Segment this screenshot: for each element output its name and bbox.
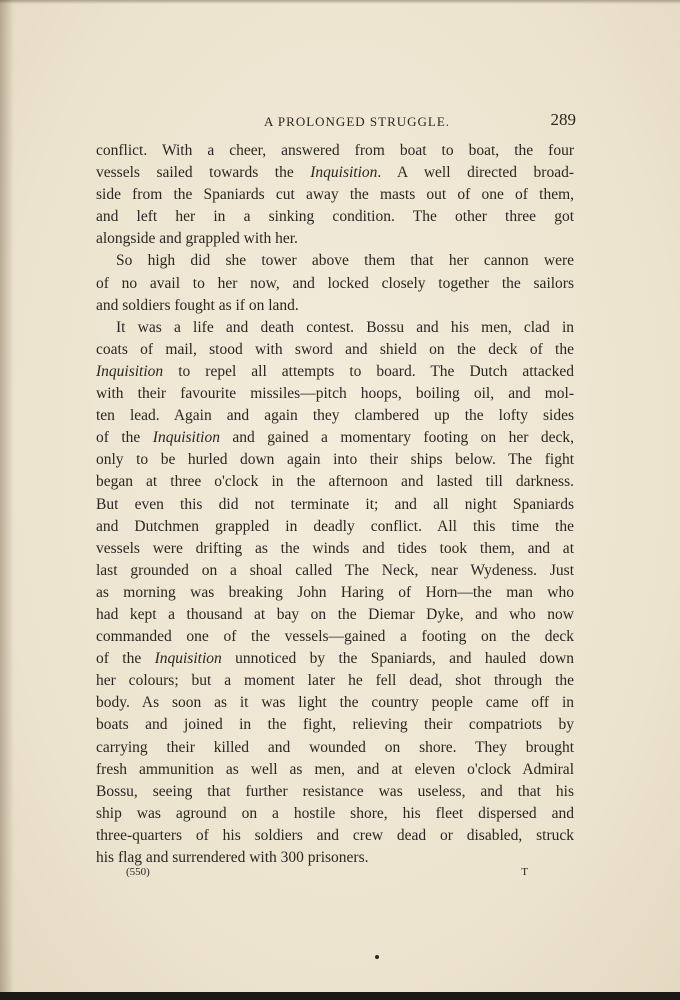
- text-line: boats and joined in the fight, relieving their compatriots by: [96, 716, 574, 734]
- text-line: conflict. With a cheer, answered from boat to boat, the four: [96, 142, 574, 159]
- text-line: carrying their killed and wounded on shore. They brought: [96, 738, 574, 756]
- ship-name: Inquisition: [152, 429, 220, 447]
- text-line: as morning was breaking John Haring of Horn—the man who: [96, 583, 574, 601]
- page-number: 289: [550, 110, 576, 129]
- page-top-edge: [0, 0, 680, 4]
- text-line: with their favourite missiles—pitch hoops, boiling oil, and mol-: [96, 385, 574, 403]
- running-head: [96, 110, 578, 134]
- text-line: last grounded on a shoal called The Neck, near Wydeness. Just: [96, 561, 574, 579]
- body-text: [96, 140, 574, 869]
- text-line: and Dutchmen grappled in deadly conflict. All this time the: [96, 517, 574, 535]
- page-footer: [126, 866, 530, 884]
- text-line: began at three o'clock in the afternoon and lasted till darkness.: [96, 473, 574, 491]
- text-line: Inquisition to repel all attempts to board. The Dutch attacked: [96, 362, 574, 380]
- text-line: But even this did not terminate it; and all night Spaniards: [96, 495, 574, 513]
- text-line: and soldiers fought as if on land.: [96, 296, 299, 314]
- text-line: ship was aground on a hostile shore, his fleet dispersed and: [96, 804, 574, 822]
- text-line: had kept a thousand at bay on the Diemar Dyke, and who now: [96, 605, 574, 623]
- text-line: of the Inquisition and gained a momentary footing on her deck,: [96, 429, 574, 447]
- text-line: three-quarters of his soldiers and crew dead or disabled, struck: [96, 826, 574, 844]
- text-line: commanded one of the vessels—gained a footing on the deck: [96, 628, 574, 646]
- ship-name: Inquisition: [310, 164, 378, 182]
- text-line: of the Inquisition unnoticed by the Spaniards, and hauled down: [96, 650, 574, 668]
- text-line: ten lead. Again and again they clambered up the lofty sides: [96, 407, 574, 425]
- text-line: fresh ammunition as well as men, and at eleven o'clock Admiral: [96, 760, 574, 778]
- text-line: only to be hurled down again into their ships below. The fight: [96, 451, 574, 469]
- ship-name: Inquisition: [154, 650, 222, 668]
- printer-signature-mark: T: [521, 866, 528, 878]
- text-line: his flag and surrendered with 300 prisoners.: [96, 849, 369, 866]
- binding-shadow: [0, 0, 14, 992]
- text-line: So high did she tower above them that her cannon were: [116, 252, 574, 270]
- text-line: alongside and grappled with her.: [96, 230, 298, 248]
- ship-name: Inquisition: [96, 362, 164, 380]
- running-title: A PROLONGED STRUGGLE.: [264, 114, 451, 129]
- ink-speck: [375, 955, 379, 959]
- text-line: coats of mail, stood with sword and shield on the deck of the: [96, 340, 574, 358]
- text-line: of no avail to her now, and locked closely together the sailors: [96, 274, 574, 292]
- text-line: her colours; but a moment later he fell dead, shot through the: [96, 672, 574, 690]
- printer-signature-code: (550): [126, 866, 150, 878]
- text-line: body. As soon as it was light the country people came off in: [96, 694, 574, 712]
- text-line: vessels were drifting as the winds and tides took them, and at: [96, 539, 574, 557]
- text-line: It was a life and death contest. Bossu and his men, clad in: [116, 318, 574, 336]
- text-line: vessels sailed towards the Inquisition. A well directed broad-: [96, 164, 574, 182]
- text-line: side from the Spaniards cut away the masts out of one of them,: [96, 186, 574, 204]
- text-line: and left her in a sinking condition. The other three got: [96, 208, 574, 226]
- text-line: Bossu, seeing that further resistance was useless, and that his: [96, 782, 574, 800]
